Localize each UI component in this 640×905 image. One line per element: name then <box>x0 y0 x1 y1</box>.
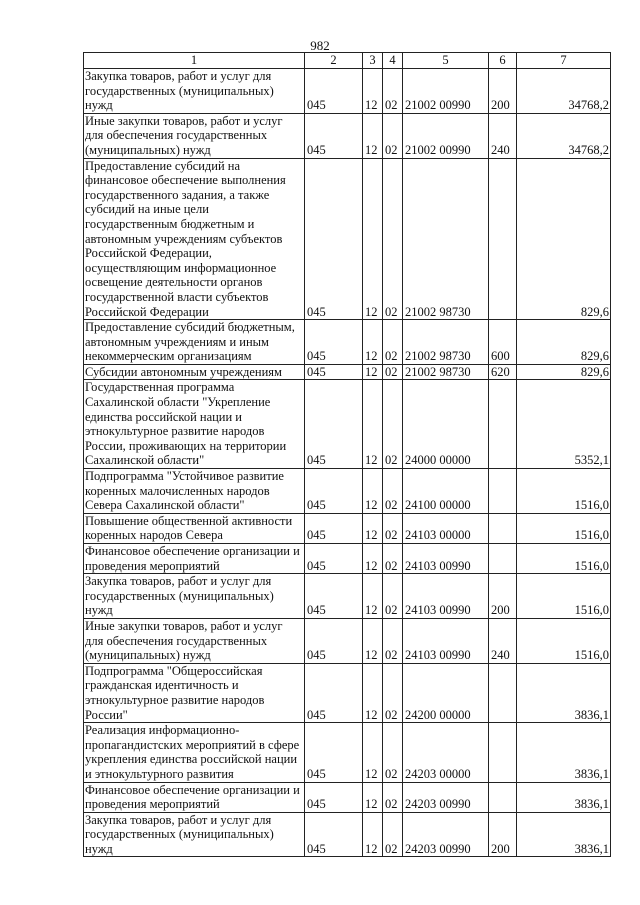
row-expense-type: 620 <box>489 364 517 380</box>
page-number: 982 <box>310 38 330 53</box>
header-row <box>84 53 611 69</box>
row-name: Субсидии автономным учреждениям <box>84 364 305 380</box>
row-section-code: 12 <box>363 158 383 320</box>
row-amount: 829,6 <box>517 158 611 320</box>
table-row <box>84 158 611 320</box>
row-expense-type: 600 <box>489 320 517 365</box>
row-ved-code: 045 <box>305 544 363 574</box>
row-target-article: 21002 00990 <box>403 113 489 158</box>
row-section-code: 12 <box>363 663 383 722</box>
header-cell: 7 <box>517 53 611 69</box>
table-row <box>84 69 611 114</box>
row-subsection-code: 02 <box>383 618 403 663</box>
row-section-code: 12 <box>363 513 383 543</box>
row-name: Реализация информационно-пропагандистских мероприятий в сфере укрепления единства российской нации и этнокультурного развития <box>84 723 305 782</box>
row-section-code: 12 <box>363 380 383 469</box>
row-section-code: 12 <box>363 113 383 158</box>
table-row <box>84 663 611 722</box>
header-cell: 6 <box>489 53 517 69</box>
row-amount: 3836,1 <box>517 663 611 722</box>
row-subsection-code: 02 <box>383 364 403 380</box>
row-expense-type <box>489 513 517 543</box>
row-amount: 3836,1 <box>517 723 611 782</box>
row-ved-code: 045 <box>305 380 363 469</box>
row-name: Подпрограмма "Общероссийская гражданская идентичность и этнокультурное развитие народов России" <box>84 663 305 722</box>
row-ved-code: 045 <box>305 574 363 619</box>
row-amount: 34768,2 <box>517 113 611 158</box>
row-target-article: 21002 98730 <box>403 364 489 380</box>
row-subsection-code: 02 <box>383 812 403 857</box>
row-name: Закупка товаров, работ и услуг для государственных (муниципальных) нужд <box>84 812 305 857</box>
row-target-article: 21002 98730 <box>403 158 489 320</box>
row-subsection-code: 02 <box>383 782 403 812</box>
header-cell: 1 <box>84 53 305 69</box>
row-target-article: 24103 00990 <box>403 618 489 663</box>
row-ved-code: 045 <box>305 723 363 782</box>
row-subsection-code: 02 <box>383 69 403 114</box>
row-section-code: 12 <box>363 469 383 514</box>
row-section-code: 12 <box>363 812 383 857</box>
row-subsection-code: 02 <box>383 723 403 782</box>
row-subsection-code: 02 <box>383 320 403 365</box>
row-target-article: 24203 00990 <box>403 812 489 857</box>
row-subsection-code: 02 <box>383 380 403 469</box>
row-section-code: 12 <box>363 69 383 114</box>
row-target-article: 24103 00990 <box>403 574 489 619</box>
row-expense-type: 200 <box>489 69 517 114</box>
row-target-article: 24103 00000 <box>403 513 489 543</box>
row-subsection-code: 02 <box>383 469 403 514</box>
row-target-article: 24200 00000 <box>403 663 489 722</box>
row-expense-type <box>489 782 517 812</box>
row-subsection-code: 02 <box>383 574 403 619</box>
row-name: Повышение общественной активности коренных народов Севера <box>84 513 305 543</box>
row-amount: 1516,0 <box>517 469 611 514</box>
row-expense-type: 240 <box>489 618 517 663</box>
row-expense-type <box>489 380 517 469</box>
table-row <box>84 380 611 469</box>
row-section-code: 12 <box>363 574 383 619</box>
row-ved-code: 045 <box>305 69 363 114</box>
row-expense-type <box>489 544 517 574</box>
row-subsection-code: 02 <box>383 158 403 320</box>
row-expense-type <box>489 469 517 514</box>
budget-table <box>83 52 611 857</box>
header-cell: 4 <box>383 53 403 69</box>
row-amount: 34768,2 <box>517 69 611 114</box>
row-amount: 829,6 <box>517 320 611 365</box>
row-name: Закупка товаров, работ и услуг для государственных (муниципальных) нужд <box>84 69 305 114</box>
row-name: Государственная программа Сахалинской области "Укрепление единства российской нации и этнокультурное развитие народов России, проживающих на территории Сахалинской области" <box>84 380 305 469</box>
row-section-code: 12 <box>363 723 383 782</box>
row-name: Иные закупки товаров, работ и услуг для обеспечения государственных (муниципальных) нужд <box>84 113 305 158</box>
row-expense-type <box>489 663 517 722</box>
row-target-article: 21002 98730 <box>403 320 489 365</box>
row-expense-type <box>489 158 517 320</box>
row-target-article: 24203 00990 <box>403 782 489 812</box>
row-ved-code: 045 <box>305 513 363 543</box>
row-ved-code: 045 <box>305 782 363 812</box>
row-target-article: 24100 00000 <box>403 469 489 514</box>
row-section-code: 12 <box>363 544 383 574</box>
row-name: Финансовое обеспечение организации и проведения мероприятий <box>84 782 305 812</box>
table-row <box>84 812 611 857</box>
row-section-code: 12 <box>363 618 383 663</box>
row-section-code: 12 <box>363 782 383 812</box>
row-target-article: 24000 00000 <box>403 380 489 469</box>
row-ved-code: 045 <box>305 158 363 320</box>
row-expense-type: 200 <box>489 812 517 857</box>
row-amount: 5352,1 <box>517 380 611 469</box>
table-row <box>84 574 611 619</box>
row-section-code: 12 <box>363 320 383 365</box>
row-target-article: 24203 00000 <box>403 723 489 782</box>
row-subsection-code: 02 <box>383 544 403 574</box>
row-ved-code: 045 <box>305 364 363 380</box>
table-row <box>84 469 611 514</box>
row-ved-code: 045 <box>305 113 363 158</box>
table-row <box>84 544 611 574</box>
table-row <box>84 618 611 663</box>
table-body <box>84 69 611 857</box>
row-name: Иные закупки товаров, работ и услуг для обеспечения государственных (муниципальных) нужд <box>84 618 305 663</box>
row-name: Закупка товаров, работ и услуг для государственных (муниципальных) нужд <box>84 574 305 619</box>
row-amount: 1516,0 <box>517 544 611 574</box>
row-section-code: 12 <box>363 364 383 380</box>
row-subsection-code: 02 <box>383 113 403 158</box>
row-ved-code: 045 <box>305 469 363 514</box>
row-amount: 829,6 <box>517 364 611 380</box>
row-subsection-code: 02 <box>383 513 403 543</box>
row-name: Подпрограмма "Устойчивое развитие коренных малочисленных народов Севера Сахалинской области" <box>84 469 305 514</box>
table-row <box>84 513 611 543</box>
header-cell: 2 <box>305 53 363 69</box>
table-row <box>84 723 611 782</box>
header-cell: 3 <box>363 53 383 69</box>
row-target-article: 21002 00990 <box>403 69 489 114</box>
row-name: Финансовое обеспечение организации и проведения мероприятий <box>84 544 305 574</box>
row-amount: 3836,1 <box>517 812 611 857</box>
row-target-article: 24103 00990 <box>403 544 489 574</box>
row-amount: 1516,0 <box>517 574 611 619</box>
row-name: Предоставление субсидий бюджетным, автономным учреждениям и иным некоммерческим организациям <box>84 320 305 365</box>
row-expense-type <box>489 723 517 782</box>
row-expense-type: 200 <box>489 574 517 619</box>
row-expense-type: 240 <box>489 113 517 158</box>
row-ved-code: 045 <box>305 320 363 365</box>
header-cell: 5 <box>403 53 489 69</box>
row-ved-code: 045 <box>305 663 363 722</box>
row-subsection-code: 02 <box>383 663 403 722</box>
row-amount: 1516,0 <box>517 618 611 663</box>
table-row <box>84 364 611 380</box>
row-name: Предоставление субсидий на финансовое обеспечение выполнения государственного задания, а также субсидий на иные цели государственным бюджетным и автономным учреждениям субъектов Российской Федерации, осуществляющим информационное освещение деятельности органов государственной власти субъектов Российской Федерации <box>84 158 305 320</box>
row-amount: 3836,1 <box>517 782 611 812</box>
row-ved-code: 045 <box>305 812 363 857</box>
table-row <box>84 113 611 158</box>
table-row <box>84 782 611 812</box>
table-row <box>84 320 611 365</box>
row-amount: 1516,0 <box>517 513 611 543</box>
row-ved-code: 045 <box>305 618 363 663</box>
